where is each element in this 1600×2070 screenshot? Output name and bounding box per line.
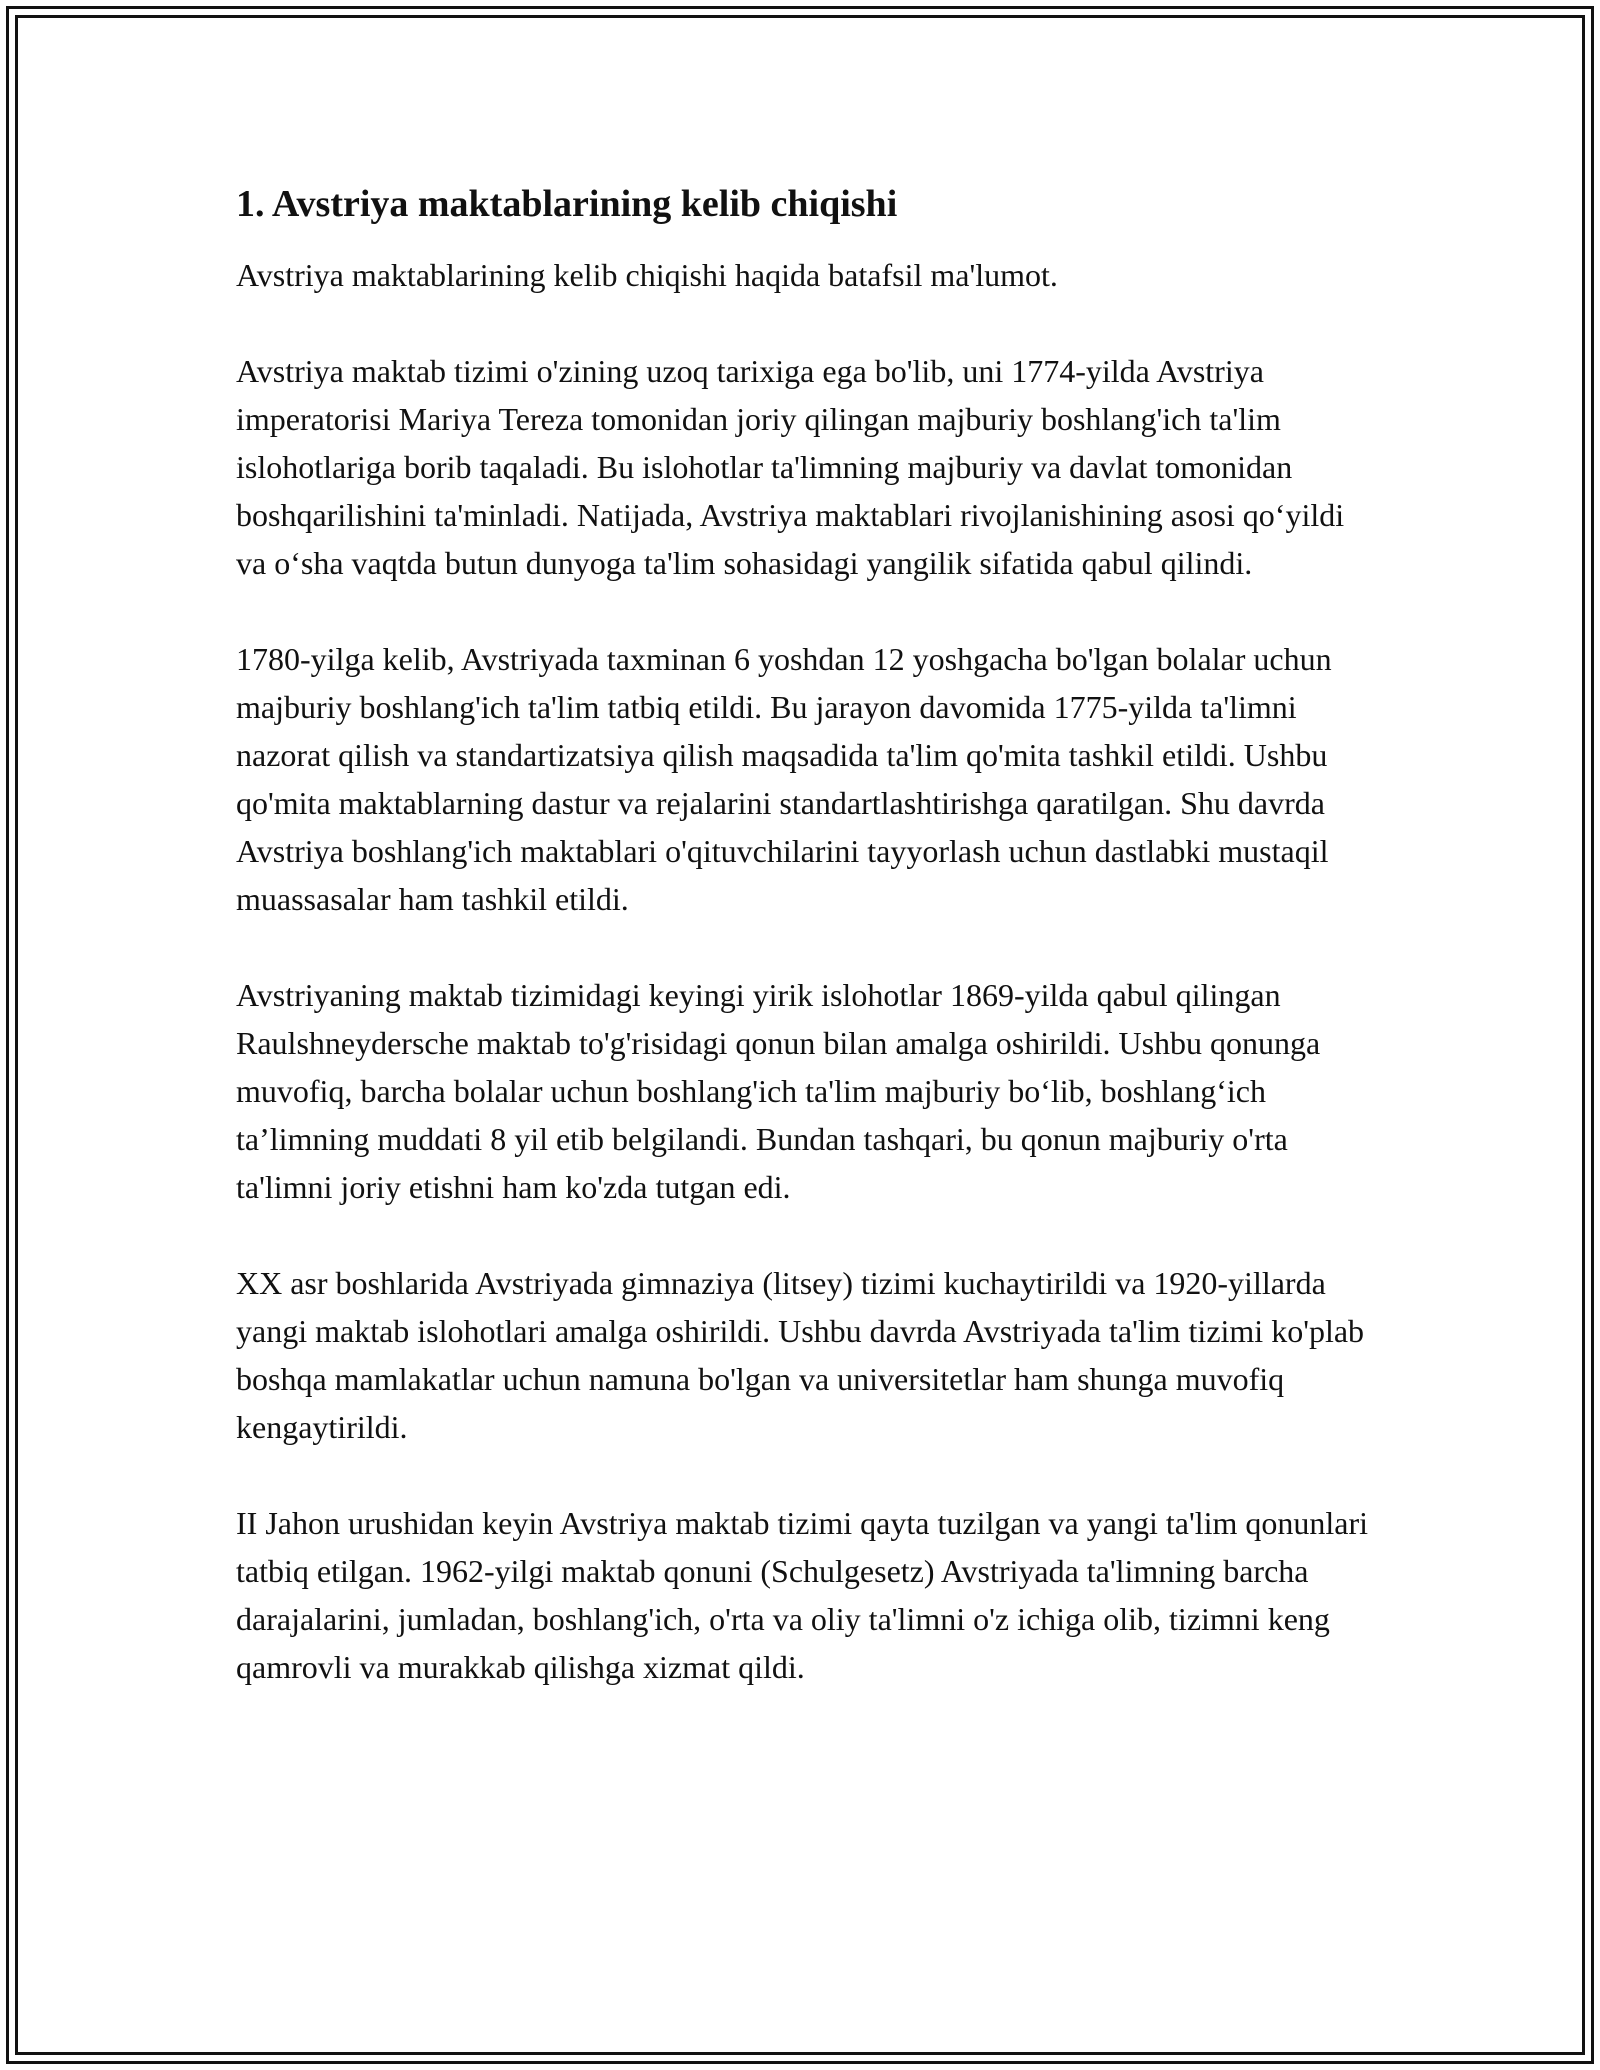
document-body bbox=[236, 180, 1376, 1739]
intro-paragraph: Avstriya maktablarining kelib chiqishi haqida batafsil ma'lumot. bbox=[236, 257, 1058, 294]
paragraph-5: II Jahon urushidan keyin Avstriya maktab tizimi qayta tuzilgan va yangi ta'lim qonunlari tatbiq etilgan. 1962-yilgi maktab qonuni (Schulgesetz) Avstriyada ta'limning barcha darajalarini, jumladan, boshlang'ich, o'rta va oliy ta'limni o'z ichiga olib, tizimni keng qamrovli va murakkab qilishga xizmat qildi. bbox=[236, 1505, 1369, 1686]
paragraph-1: Avstriya maktab tizimi o'zining uzoq tarixiga ega bo'lib, uni 1774-yilda Avstriya imperatorisi Mariya Tereza tomonidan joriy qilingan majburiy boshlang'ich ta'lim islohotlariga borib taqaladi. Bu islohotlar ta'limning majburiy va davlat tomonidan boshqarilishini ta'minladi. Natijada, Avstriya maktablari rivojlanishining asosi qo‘yildi va o‘sha vaqtda butun dunyoga ta'lim sohasidagi yangilik sifatida qabul qilindi. bbox=[236, 353, 1345, 582]
section-heading: 1. Avstriya maktablarining kelib chiqishi bbox=[236, 183, 898, 225]
paragraph-3: Avstriyaning maktab tizimidagi keyingi yirik islohotlar 1869-yilda qabul qilingan Raulshneydersche maktab to'g'risidagi qonun bilan amalga oshirildi. Ushbu qonunga muvofiq, barcha bolalar uchun boshlang'ich ta'lim majburiy bo‘lib, boshlang‘ich ta’limning muddati 8 yil etib belgilandi. Bundan tashqari, bu qonun majburiy o'rta ta'limni joriy etishni ham ko'zda tutgan edi. bbox=[236, 977, 1321, 1206]
paragraph-4: XX asr boshlarida Avstriyada gimnaziya (litsey) tizimi kuchaytirildi va 1920-yillarda yangi maktab islohotlari amalga oshirildi. Ushbu davrda Avstriyada ta'lim tizimi ko'plab boshqa mamlakatlar uchun namuna bo'lgan va universitetlar ham shunga muvofiq kengaytirildi. bbox=[236, 1265, 1365, 1446]
paragraph-2: 1780-yilga kelib, Avstriyada taxminan 6 yoshdan 12 yoshgacha bo'lgan bolalar uchun majburiy boshlang'ich ta'lim tatbiq etildi. Bu jarayon davomida 1775-yilda ta'limni nazorat qilish va standartizatsiya qilish maqsadida ta'lim qo'mita tashkil etildi. Ushbu qo'mita maktablarning dastur va rejalarini standartlashtirishga qaratilgan. Shu davrda Avstriya boshlang'ich maktablari o'qituvchilarini tayyorlash uchun dastlabki mustaqil muassasalar ham tashkil etildi. bbox=[236, 641, 1332, 918]
